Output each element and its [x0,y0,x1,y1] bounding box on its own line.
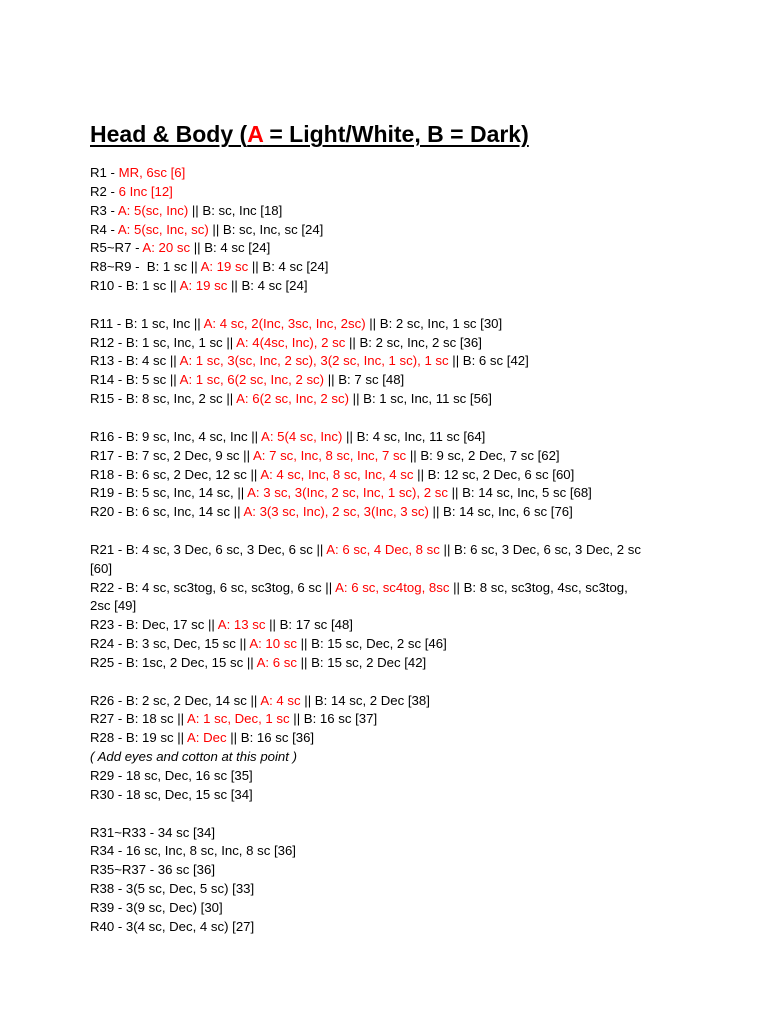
color-a-instruction: A: 5(sc, Inc, sc) [117,221,209,237]
row-text: R20 - B: 6 sc, Inc, 14 sc || [90,504,244,520]
blank-line [90,673,750,692]
pattern-row [90,842,750,861]
heading-color-a: A [247,121,263,147]
row-text: R28 - B: 19 sc || [90,730,188,746]
row-text: R25 - B: 1sc, 2 Dec, 15 sc || [90,654,257,670]
row-text: R14 - B: 5 sc || [90,372,180,388]
color-a-instruction: A: Dec [187,730,227,746]
pattern-row [90,560,750,579]
row-text: R27 - B: 18 sc || [90,711,188,727]
row-text: ( Add eyes and cotton at this point ) [90,749,297,765]
row-text: || B: 12 sc, 2 Dec, 6 sc [60] [413,466,575,482]
pattern-row [90,371,750,390]
row-text: || B: 8 sc, sc3tog, 4sc, sc3tog, [449,579,628,595]
pattern-row [90,503,750,522]
pattern-row [90,710,750,729]
row-text: R5~R7 - [90,240,143,256]
color-a-instruction: A: 4 sc, 2(Inc, 3sc, Inc, 2sc) [203,315,366,331]
color-a-instruction: A: 19 sc [179,278,228,294]
row-text: R26 - B: 2 sc, 2 Dec, 14 sc || [90,692,261,708]
row-text: R13 - B: 4 sc || [90,353,180,369]
row-text: || B: 4 sc [24] [227,278,308,294]
pattern-row [90,541,750,560]
heading-prefix: Head & Body ( [90,121,248,147]
row-text: || B: 6 sc [42] [448,353,529,369]
row-text: R29 - 18 sc, Dec, 16 sc [35] [90,768,253,783]
row-text: || B: sc, Inc, sc [24] [208,221,324,237]
color-a-instruction: A: 3(3 sc, Inc), 2 sc, 3(Inc, 3 sc) [243,504,429,520]
row-text: || B: 14 sc, Inc, 5 sc [68] [447,485,592,501]
pattern-row [90,654,750,673]
color-a-instruction: A: 4 sc, Inc, 8 sc, Inc, 4 sc [260,466,414,482]
pattern-row [90,428,750,447]
pattern-row [90,183,750,202]
row-text: R3 - [90,202,118,218]
row-text: || B: 2 sc, Inc, 2 sc [36] [345,334,482,350]
row-text: R30 - 18 sc, Dec, 15 sc [34] [90,786,253,802]
row-text: 2sc [49] [90,598,137,614]
row-text: || B: 4 sc [24] [248,259,329,275]
row-text: || B: 7 sc [48] [324,372,405,388]
row-text: R31~R33 - 34 sc [34] [90,824,215,840]
row-text: R18 - B: 6 sc, 2 Dec, 12 sc || [90,466,261,482]
row-text: || B: 2 sc, Inc, 1 sc [30] [365,315,503,331]
color-a-instruction: A: 5(4 sc, Inc) [261,428,343,444]
pattern-row [90,880,750,899]
row-text: [60] [90,560,112,576]
row-text: R40 - 3(4 sc, Dec, 4 sc) [27] [90,918,255,934]
row-text: R19 - B: 5 sc, Inc, 14 sc, || [90,485,248,501]
pattern-row [90,484,750,503]
color-a-instruction: A: 1 sc, 6(2 sc, Inc, 2 sc) [179,372,325,388]
color-a-instruction: A: 4 sc [260,692,301,708]
row-text: R4 - [90,221,118,237]
pattern-row [90,861,750,880]
row-text: || B: 15 sc, Dec, 2 sc [46] [296,636,447,652]
row-text: R39 - 3(9 sc, Dec) [30] [90,899,223,915]
blank-line [90,296,750,315]
color-a-instruction: A: 5(sc, Inc) [117,202,189,218]
row-text: R24 - B: 3 sc, Dec, 15 sc || [90,636,250,652]
row-text: R17 - B: 7 sc, 2 Dec, 9 sc || [90,447,253,463]
document-page [90,118,750,937]
pattern-row [90,447,750,466]
row-text: R34 - 16 sc, Inc, 8 sc, Inc, 8 sc [36] [90,843,296,859]
pattern-row [90,635,750,654]
color-a-instruction: A: 3 sc, 3(Inc, 2 sc, Inc, 1 sc), 2 sc [247,485,448,501]
color-a-instruction: A: 4(4sc, Inc), 2 sc [236,334,346,350]
color-a-instruction: MR, 6sc [6] [118,165,186,180]
pattern-row [90,597,750,616]
pattern-note [90,748,750,767]
section-heading [90,118,750,150]
row-text: || B: 14 sc, Inc, 6 sc [76] [428,504,573,520]
color-a-instruction: A: 13 sc [217,617,266,633]
pattern-row [90,824,750,843]
color-a-instruction: 6 Inc [12] [118,183,173,199]
color-a-instruction: A: 6(2 sc, Inc, 2 sc) [236,391,349,407]
pattern-row [90,767,750,786]
pattern-row [90,352,750,371]
row-text: || B: 9 sc, 2 Dec, 7 sc [62] [406,447,560,463]
row-text: R38 - 3(5 sc, Dec, 5 sc) [33] [90,881,255,897]
row-text: R1 - [90,165,119,180]
color-a-instruction: A: 6 sc [256,654,297,670]
row-text: R21 - B: 4 sc, 3 Dec, 6 sc, 3 Dec, 6 sc || [90,541,327,557]
pattern-row [90,277,750,296]
pattern-row [90,692,750,711]
row-text: R23 - B: Dec, 17 sc || [90,617,218,633]
row-text: R11 - B: 1 sc, Inc || [90,315,204,331]
color-a-instruction: A: 1 sc, Dec, 1 sc [187,711,290,727]
pattern-row [90,334,750,353]
pattern-row [90,579,750,598]
pattern-row [90,258,750,277]
pattern-row [90,315,750,334]
blank-line [90,409,750,428]
row-text: || B: 17 sc [48] [265,617,353,633]
pattern-row [90,729,750,748]
row-text: || B: sc, Inc [18] [188,202,283,218]
row-text: || B: 4 sc, Inc, 11 sc [64] [342,428,486,444]
pattern-row [90,164,750,183]
heading-suffix: = Light/White, B = Dark) [262,121,529,147]
row-text: || B: 1 sc, Inc, 11 sc [56] [348,391,492,407]
color-a-instruction: A: 19 sc [200,259,249,275]
pattern-rows [90,164,750,937]
color-a-instruction: A: 1 sc, 3(sc, Inc, 2 sc), 3(2 sc, Inc, 1 sc), 1 sc [179,353,449,369]
color-a-instruction: A: 6 sc, sc4tog, 8sc [335,579,450,595]
row-text: || B: 14 sc, 2 Dec [38] [300,692,430,708]
color-a-instruction: A: 10 sc [249,636,297,652]
color-a-instruction: A: 7 sc, Inc, 8 sc, Inc, 7 sc [252,447,407,463]
row-text: R15 - B: 8 sc, Inc, 2 sc || [90,391,237,407]
pattern-row [90,918,750,937]
row-text: || B: 6 sc, 3 Dec, 6 sc, 3 Dec, 2 sc [439,541,641,557]
row-text: || B: 16 sc [37] [289,711,378,727]
row-text: R16 - B: 9 sc, Inc, 4 sc, Inc || [90,428,262,444]
color-a-instruction: A: 6 sc, 4 Dec, 8 sc [326,541,440,557]
pattern-row [90,466,750,485]
blank-line [90,805,750,824]
row-text: R8~R9 - B: 1 sc || [90,259,201,275]
row-text: || B: 15 sc, 2 Dec [42] [296,654,427,670]
pattern-row [90,616,750,635]
pattern-row [90,221,750,240]
blank-line [90,522,750,541]
pattern-row [90,202,750,221]
pattern-row [90,786,750,805]
row-text: R12 - B: 1 sc, Inc, 1 sc || [90,334,237,350]
pattern-row [90,239,750,258]
row-text: R2 - [90,183,119,199]
row-text: R35~R37 - 36 sc [36] [90,862,215,878]
row-text: R22 - B: 4 sc, sc3tog, 6 sc, sc3tog, 6 sc || [90,579,336,595]
row-text: || B: 16 sc [36] [226,730,315,746]
row-text: || B: 4 sc [24] [190,240,271,256]
pattern-row [90,390,750,409]
pattern-row [90,899,750,918]
color-a-instruction: A: 20 sc [142,240,191,256]
row-text: R10 - B: 1 sc || [90,278,180,294]
